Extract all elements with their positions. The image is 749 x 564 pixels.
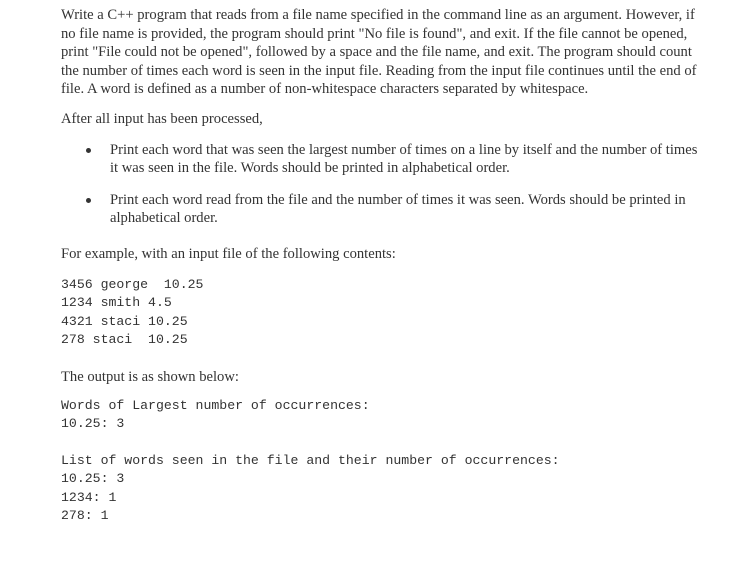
bullet-icon xyxy=(86,148,91,153)
code-line: 1234: 1 xyxy=(61,489,117,505)
list-item xyxy=(61,141,701,178)
example-intro-paragraph: For example, with an input file of the following contents: xyxy=(61,245,396,262)
code-line: 3456 george 10.25 xyxy=(61,276,204,292)
list-item-text: Print each word read from the file and the number of times it was seen. Words should be printed in alphabetical order. xyxy=(110,191,686,227)
intro-paragraph: Write a C++ program that reads from a file name specified in the command line as an argument. However, if no file name is provided, the program should print "No file is found", and exit. If the file cannot be opened, print "File could not be opened", followed by a space and the file name, and exit. The program should count the number of times each word is seen in the input file. Reading from the input file continues until the end of file. A word is defined as a number of non-whitespace characters separated by whitespace. xyxy=(61,7,697,98)
code-line: 10.25: 3 xyxy=(61,471,125,487)
code-line: 278: 1 xyxy=(61,508,109,524)
after-input-paragraph: After all input has been processed, xyxy=(61,110,263,127)
code-line: List of words seen in the file and their number of occurrences: xyxy=(61,452,560,468)
list-item xyxy=(61,191,701,228)
document-body xyxy=(61,6,701,526)
requirements-list xyxy=(61,141,701,228)
code-line: 4321 staci 10.25 xyxy=(61,313,188,329)
list-item-text: Print each word that was seen the largest number of times on a line by itself and the number of times it was seen in the file. Words should be printed in alphabetical order. xyxy=(110,141,698,177)
code-line: Words of Largest number of occurrences: xyxy=(61,397,370,413)
code-line: 10.25: 3 xyxy=(61,416,125,432)
code-line: 1234 smith 4.5 xyxy=(61,295,172,311)
code-line: 278 staci 10.25 xyxy=(61,332,188,348)
bullet-icon xyxy=(86,198,91,203)
output-intro-paragraph: The output is as shown below: xyxy=(61,368,239,385)
input-example-block xyxy=(61,276,701,350)
output-example-block xyxy=(61,397,701,527)
